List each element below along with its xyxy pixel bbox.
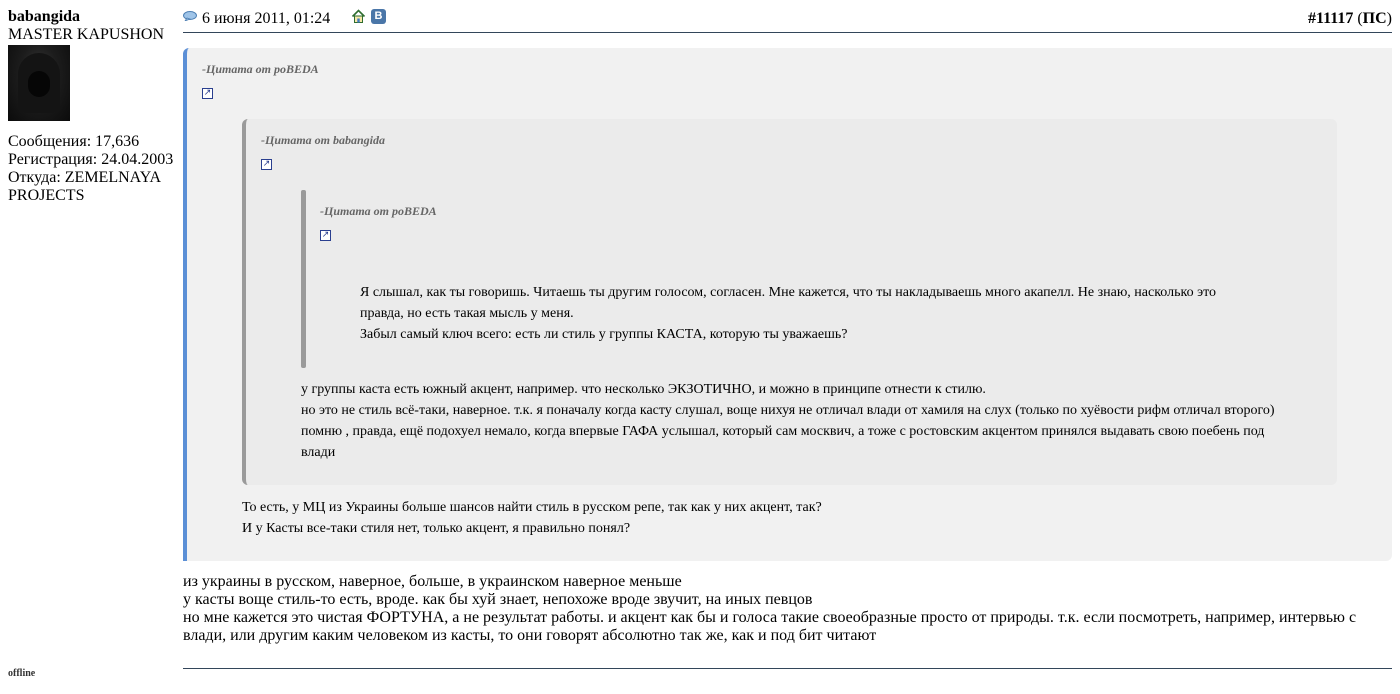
quote-3-line: правда, но есть такая мысль у меня. xyxy=(360,306,574,321)
quote-3-header: -Цитата от poBEDA xyxy=(320,204,437,218)
quote-2-link-icon[interactable]: ↗ xyxy=(262,159,271,169)
user-info xyxy=(8,8,180,205)
post-body-line: но мне кажется это чистая ФОРТУНА, а не результат работы. и акцент как бы и голоса такие своеобразные просто от природы. т.к. если посмотреть, например, интервью с xyxy=(183,609,1357,626)
post-footer-divider xyxy=(183,668,1392,669)
quote-2-line: у группы каста есть южный акцент, например. что несколько ЭКЗОТИЧНО, и можно в принципе отнести к стилю. xyxy=(301,382,986,397)
quote-2-line: влади xyxy=(301,445,336,460)
post-body-line: влади, или другим каким человеком из касты, то они говорят абсолютно так же, как и под бит читают xyxy=(183,627,877,644)
vk-icon[interactable]: B xyxy=(371,9,386,24)
post-body-line: из украины в русском, наверное, больше, в украинском наверное меньше xyxy=(183,573,682,590)
quote-2-line: но это не стиль всё-таки, наверное. т.к. я поначалу когда касту слушал, воще нихуя не отличал влади от хамиля на слух (только по хуёвости рифм отличал второго) xyxy=(301,403,1275,418)
online-status: offline xyxy=(8,668,36,679)
post-number-block xyxy=(1308,10,1392,28)
user-registration: Регистрация: 24.04.2003 xyxy=(8,151,174,168)
quote-3-line: Забыл самый ключ всего: есть ли стиль у группы КАСТА, которую ты уважаешь? xyxy=(360,327,848,342)
username[interactable]: babangida xyxy=(8,8,81,25)
quote-2-header: -Цитата от babangida xyxy=(261,133,386,147)
post-number-link[interactable]: #11117 xyxy=(1307,10,1354,27)
quote-3-link-icon[interactable]: ↗ xyxy=(321,230,330,240)
message-icon xyxy=(183,11,197,21)
quote-1-link-icon[interactable]: ↗ xyxy=(203,88,212,98)
quote-1-line: И у Касты все-таки стиля нет, только акцент, я правильно понял? xyxy=(242,521,631,536)
ps-link[interactable]: ПС xyxy=(1362,10,1387,27)
user-location-2: PROJECTS xyxy=(8,187,85,204)
avatar[interactable] xyxy=(8,45,70,121)
quote-1-line: То есть, у МЦ из Украины больше шансов найти стиль в русском репе, так как у них акцент, так? xyxy=(242,500,822,515)
quote-level-3-bar xyxy=(301,190,306,368)
user-location-1: Откуда: ZEMELNAYA xyxy=(8,169,162,186)
post-body-line: у касты воще стиль-то есть, вроде. как бы хуй знает, непохоже вроде звучит, на иных певцов xyxy=(183,591,813,608)
ps-close: ) xyxy=(1386,10,1392,27)
home-icon[interactable] xyxy=(351,9,366,24)
post-body xyxy=(183,573,1356,645)
quote-2-line: помню , правда, ещё подохуел немало, когда впервые ГАФА услышал, который сам москвич, а тоже с ростовским акцентом принялся выдавать свою поебень под xyxy=(301,424,1265,439)
user-title: MASTER KAPUSHON xyxy=(8,26,165,43)
ps-open: ( xyxy=(1353,10,1363,27)
user-posts-count: Сообщения: 17,636 xyxy=(8,133,140,150)
post-header xyxy=(183,8,1392,33)
quote-1-header: -Цитата от poBEDA xyxy=(202,62,319,76)
quote-3-line: Я слышал, как ты говоришь. Читаешь ты другим голосом, согласен. Мне кажется, что ты накладываешь много акапелл. Не знаю, насколько это xyxy=(360,285,1217,300)
post-date: 6 июня 2011, 01:24 xyxy=(202,10,331,27)
